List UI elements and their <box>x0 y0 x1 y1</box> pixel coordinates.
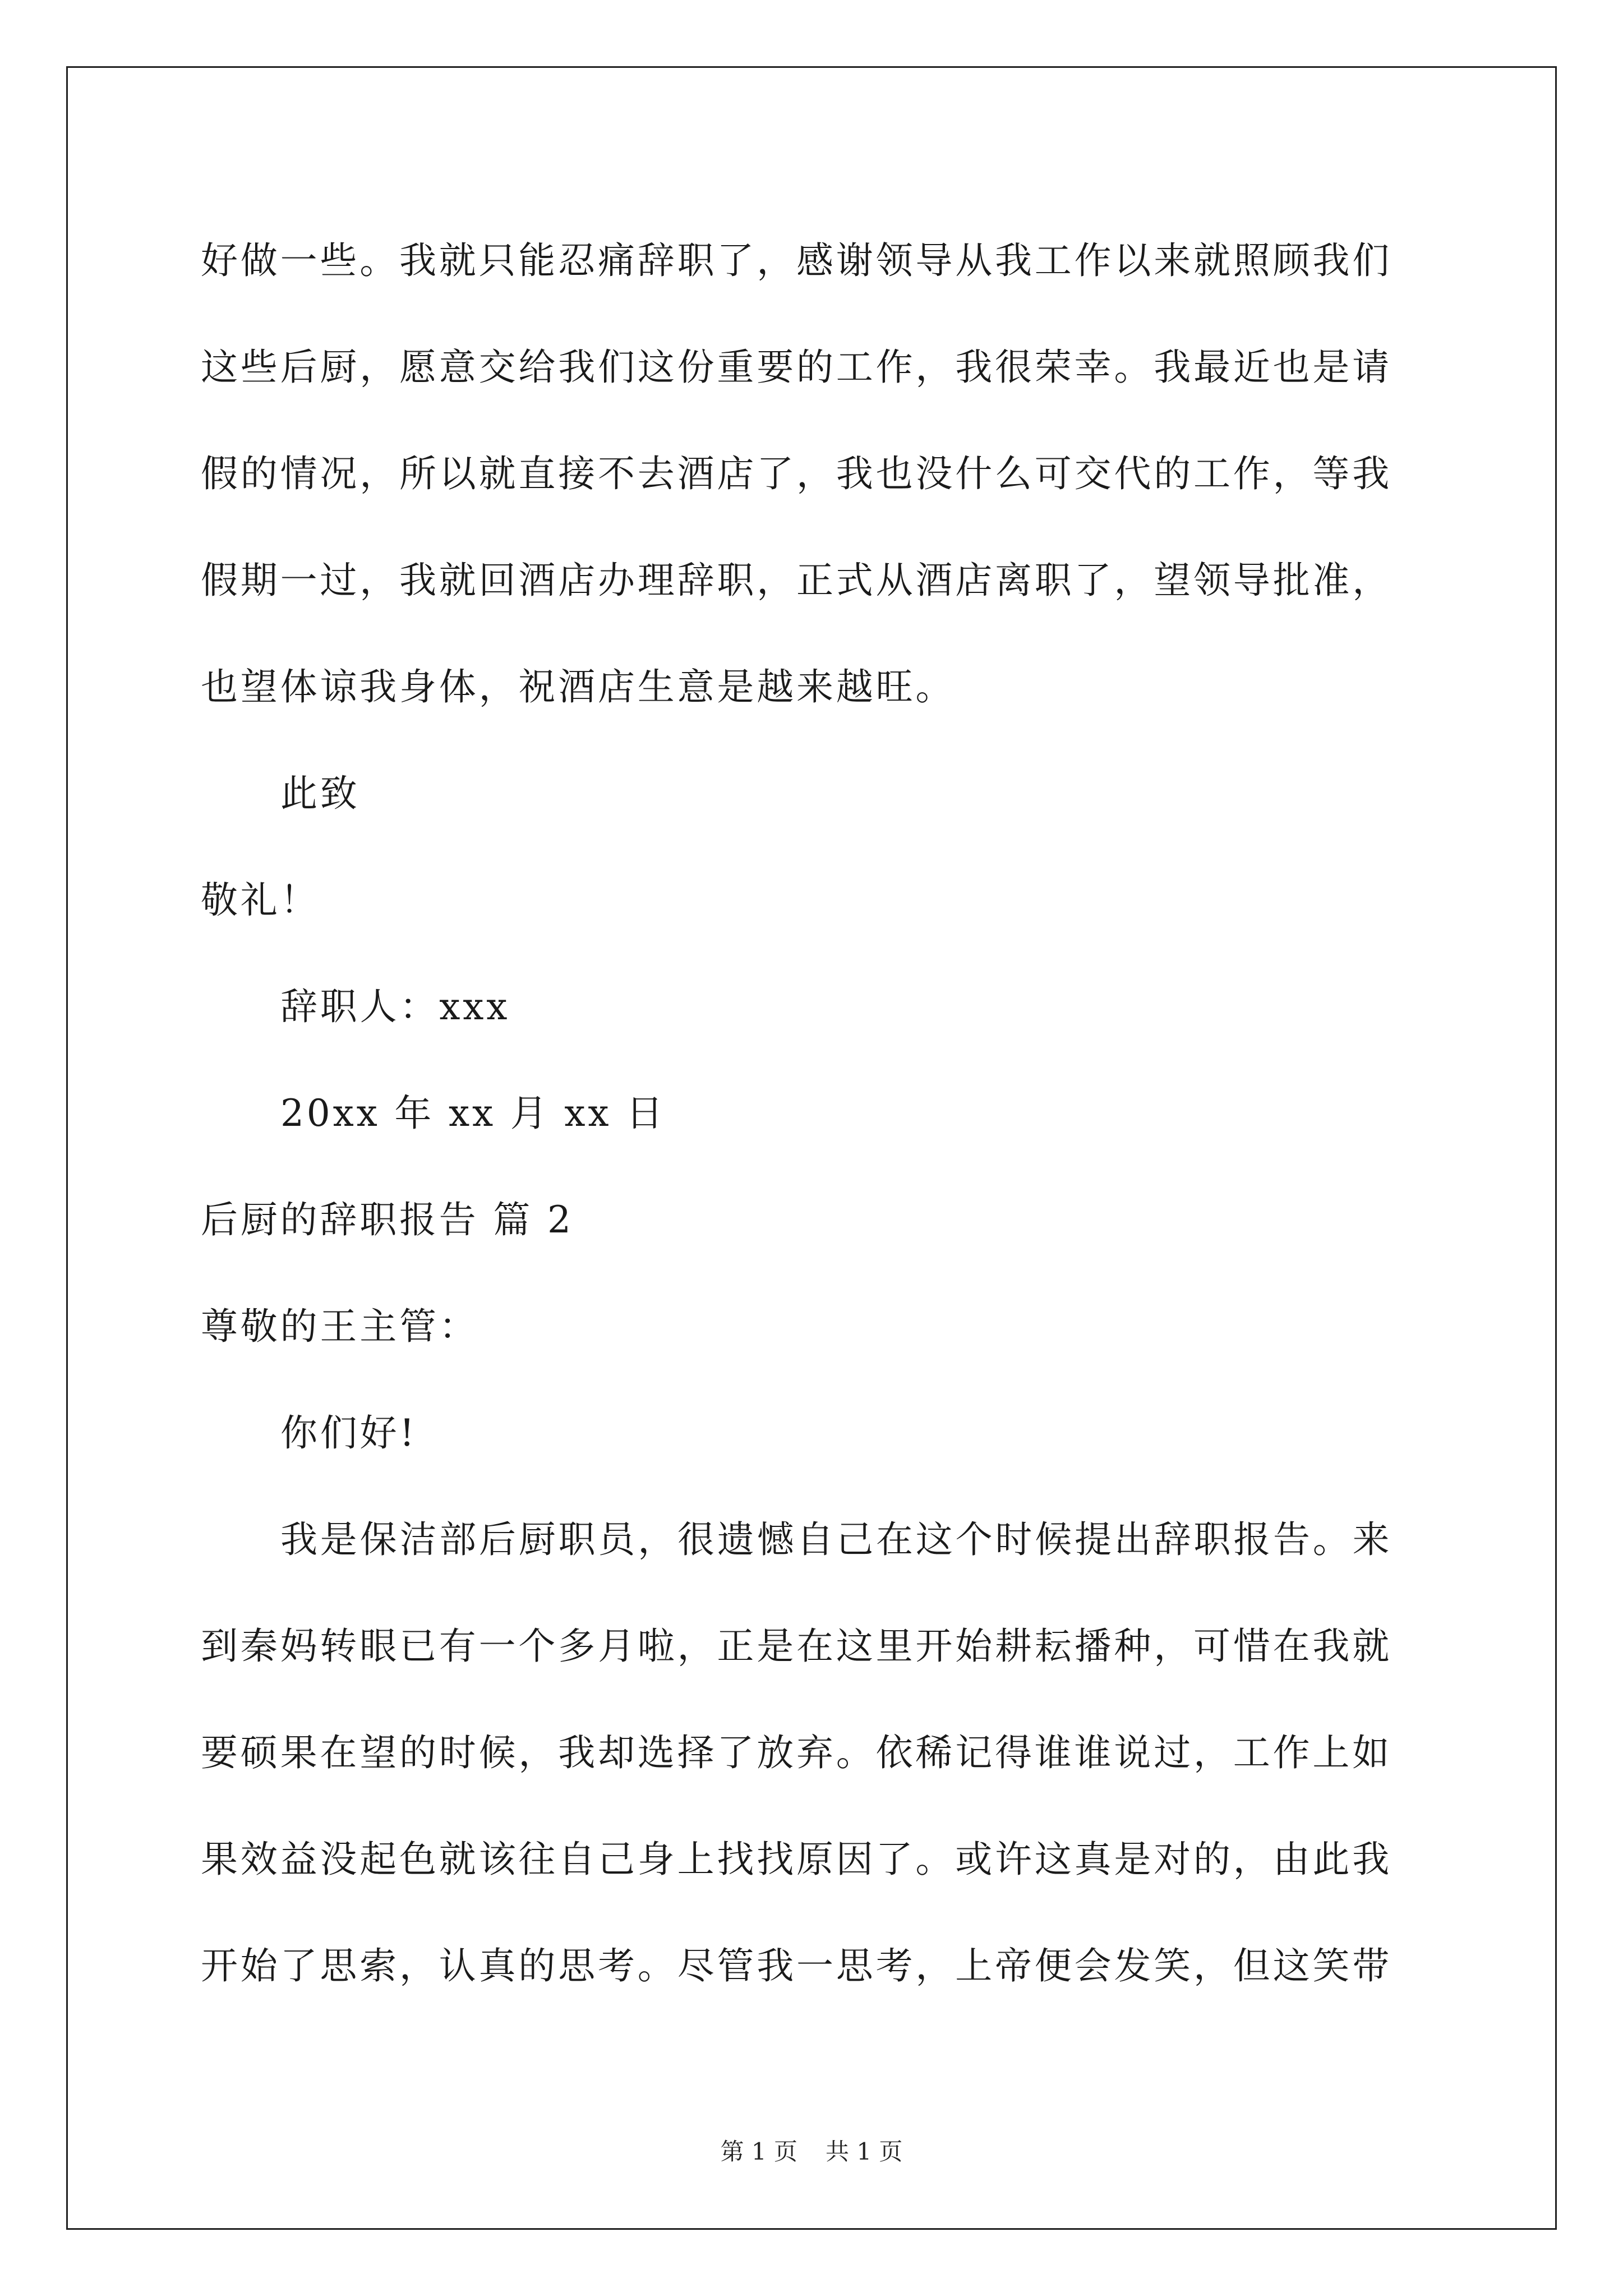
body-line-17: 开始了思索，认真的思考。尽管我一思考，上帝便会发笑，但这笑带 <box>201 1944 1392 1987</box>
body-line-2: 这些后厨，愿意交给我们这份重要的工作，我很荣幸。我最近也是请 <box>201 346 1392 389</box>
letter-addressee: 尊敬的王主管： <box>201 1305 479 1348</box>
page-footer <box>0 2136 1623 2168</box>
body-line-4: 假期一过，我就回酒店办理辞职，正式从酒店离职了，望领导批准， <box>201 559 1392 602</box>
section-heading: 后厨的辞职报告 篇 2 <box>201 1198 574 1241</box>
closing-regards: 敬礼！ <box>201 878 320 922</box>
page-number-current: 第 1 页 <box>720 2138 797 2165</box>
signature-date: 20xx 年 xx 月 xx 日 <box>280 1092 666 1135</box>
body-line-3: 假的情况，所以就直接不去酒店了，我也没什么可交代的工作，等我 <box>201 452 1392 495</box>
body-line-13: 我是保洁部后厨职员，很遗憾自己在这个时候提出辞职报告。来 <box>280 1518 1393 1561</box>
page-number-total: 共 1 页 <box>826 2138 903 2165</box>
body-line-1: 好做一些。我就只能忍痛辞职了，感谢领导从我工作以来就照顾我们 <box>201 239 1392 282</box>
letter-greeting: 你们好! <box>280 1411 417 1455</box>
body-line-15: 要硕果在望的时候，我却选择了放弃。依稀记得谁谁说过，工作上如 <box>201 1731 1392 1774</box>
body-line-16: 果效益没起色就该往自己身上找找原因了。或许这真是对的，由此我 <box>201 1838 1392 1881</box>
signature-name: 辞职人：xxx <box>280 985 510 1028</box>
body-line-14: 到秦妈转眼已有一个多月啦，正是在这里开始耕耘播种，可惜在我就 <box>201 1625 1392 1668</box>
closing-salutation: 此致 <box>280 772 360 815</box>
body-line-5: 也望体谅我身体，祝酒店生意是越来越旺。 <box>201 665 956 708</box>
document-body <box>201 208 1429 2019</box>
